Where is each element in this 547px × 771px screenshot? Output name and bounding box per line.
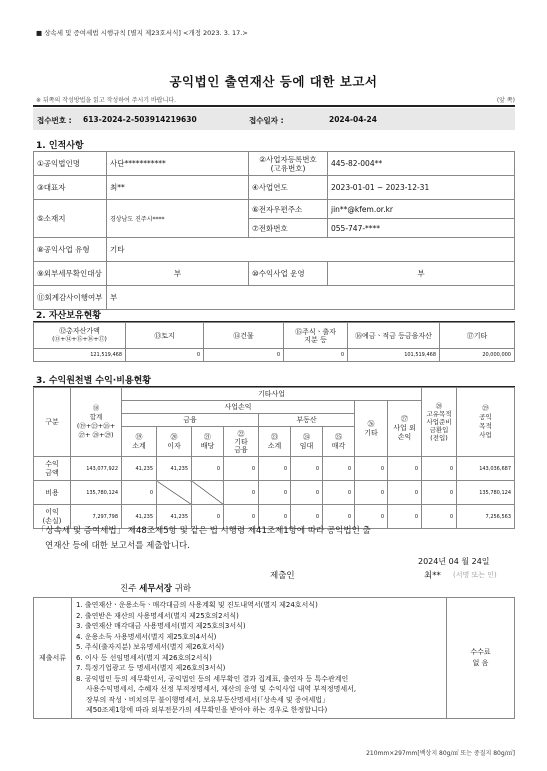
col-interest-l1: ⑳ xyxy=(170,432,178,441)
col-total-l4: ㉗+ ㉘+㉙) xyxy=(78,431,114,439)
group-real-estate: 부동산 xyxy=(259,414,355,427)
section2-heading: 2. 자산보유현황 xyxy=(36,311,101,321)
addr-label: ⑤소재지 xyxy=(34,200,107,238)
page-title: 공익법인 출연재산 등에 대한 보고서 xyxy=(169,74,378,89)
col-stock-l2: 지분 등 xyxy=(304,335,327,344)
col-reserve-l5: (전입) xyxy=(430,434,448,442)
cost-cell-na xyxy=(157,481,192,505)
row-income-label xyxy=(34,457,71,481)
row-profit-l1: 이익 xyxy=(45,507,59,516)
col-other xyxy=(355,401,388,457)
profit-biz-label: ⑩수익사업 운영 xyxy=(249,262,328,286)
submitter-name: 최** xyxy=(424,571,441,581)
phone-value: 055-747-**** xyxy=(328,219,515,238)
attachment-item: 8. 공익법인 등의 세무확인서, 공익법인 등의 세무확인 결과 집계표, 출연자 등 특수관계인 xyxy=(76,674,349,683)
col-reserve xyxy=(422,388,457,457)
profit-cell: 41,235 xyxy=(157,505,192,529)
corp-name: 사단*********** xyxy=(107,152,249,176)
profit-cell: 0 xyxy=(192,505,224,529)
col-public xyxy=(457,388,515,457)
type-label: ⑧공익사업 유형 xyxy=(34,238,107,262)
income-cell: 0 xyxy=(259,457,291,481)
receipt-date: 2024-04-24 xyxy=(329,115,377,124)
asset-land: 0 xyxy=(126,349,204,362)
col-total-l2: 합계 xyxy=(89,413,103,421)
row-profit-l2: (손실) xyxy=(42,516,62,525)
income-cell: 0 xyxy=(291,457,323,481)
asset-other: 20,000,000 xyxy=(440,349,515,362)
col-nonop-l1: ㉗ xyxy=(401,415,408,423)
tax-office-suffix: 귀하 xyxy=(174,584,192,594)
audit-value: 부 xyxy=(107,286,515,310)
col-fin-other xyxy=(224,427,259,457)
income-cost-table xyxy=(33,387,515,529)
col-nonop-l2: 사업 외 xyxy=(393,424,416,432)
type-value: 기타 xyxy=(107,238,515,262)
profit-cell: 0 xyxy=(291,505,323,529)
col-reserve-l3: 사업준비 xyxy=(426,418,452,426)
cost-cell: 0 xyxy=(291,481,323,505)
col-fin-other-l2: 기타 xyxy=(234,437,248,446)
col-stock xyxy=(284,323,348,349)
corp-name-label: ①공익법인명 xyxy=(34,152,107,176)
col-building: ⑭건물 xyxy=(204,323,284,349)
audit-label: ⑪회계감사이행여부 xyxy=(34,286,107,310)
income-cell: 41,235 xyxy=(122,457,157,481)
income-cell: 143,036,687 xyxy=(457,457,515,481)
income-cell: 0 xyxy=(388,457,422,481)
col-land: ⑬토지 xyxy=(126,323,204,349)
cost-cell: 0 xyxy=(388,481,422,505)
receipt-bar xyxy=(33,108,515,130)
rep-value: 최** xyxy=(107,176,249,200)
row-income-l1: 수익 xyxy=(45,459,59,468)
tax-office-name: 세무서장 xyxy=(139,584,172,594)
year-label: ④사업연도 xyxy=(249,176,328,200)
cost-cell: 0 xyxy=(355,481,388,505)
attachment-item: 장부의 작성ㆍ비치의무 불이행명세서, 보유부동산명세서(「상속세 및 증여세법」 xyxy=(86,695,329,704)
section1-heading: 1. 인적사항 xyxy=(36,141,84,151)
col-fin-sum xyxy=(122,427,157,457)
personal-info-table xyxy=(33,151,515,310)
col-nonop-l3: 손익 xyxy=(397,433,412,441)
attachment-item: 사용수익명세서, 수혜자 선정 부적정명세서, 재산의 운영 및 수익사업 내역 부적정명세서, xyxy=(86,685,357,693)
col-total-assets-l1: ⑫총자산가액 xyxy=(59,327,100,335)
attachment-item: 5. 주식(출자지분) 보유명세서(별지 제26호서식) xyxy=(76,643,225,651)
bizno-label xyxy=(249,152,328,176)
col-interest-l2: 이자 xyxy=(167,441,181,450)
attachments-label: 제출서류 xyxy=(34,598,72,719)
col-total-l1: ⑱ xyxy=(92,404,100,412)
group-other-biz: 기타사업 xyxy=(122,388,422,401)
cost-cell: 0 xyxy=(122,481,157,505)
cost-cell: 0 xyxy=(224,481,259,505)
col-reserve-l2: 고유목적 xyxy=(426,410,452,418)
year-value: 2023-01-01 ~ 2023-12-31 xyxy=(328,176,515,200)
col-total-assets xyxy=(34,323,126,349)
attachment-item: 1. 출연재산ㆍ운용소득ㆍ매각대금의 사용계획 및 진도내역서(별지 제24호서식) xyxy=(76,601,318,609)
col-dividend-l1: ㉑ xyxy=(204,432,211,441)
col-dividend-l2: 배당 xyxy=(200,441,215,450)
col-public-l1: ㉙ xyxy=(482,404,489,412)
attachment-item: 4. 운용소득 사용명세서(별지 제25호의4서식) xyxy=(76,632,217,641)
col-type: 구분 xyxy=(34,388,71,457)
col-rent xyxy=(291,427,323,457)
group-financial: 금융 xyxy=(122,414,259,427)
profit-cell: 0 xyxy=(422,505,457,529)
cost-cell: 0 xyxy=(422,481,457,505)
rep-label: ③대표자 xyxy=(34,176,107,200)
profit-cell: 0 xyxy=(355,505,388,529)
email-value: jin**@kfem.or.kr xyxy=(328,200,515,219)
asset-total: 121,519,468 xyxy=(34,349,126,362)
sign-date: 2024년 04 월 24일 xyxy=(418,557,490,566)
row-income-l2: 금액 xyxy=(45,468,59,477)
asset-building: 0 xyxy=(204,349,284,362)
row-income xyxy=(34,457,515,481)
receipt-number-label: 접수번호 : xyxy=(37,116,72,125)
profit-cell: 0 xyxy=(224,505,259,529)
bizno-label-line2: (고유번호) xyxy=(270,163,306,173)
tax-office-prefix: 진주 xyxy=(120,584,137,594)
tax-office xyxy=(120,582,191,594)
col-sale-l1: ㉕ xyxy=(335,432,342,441)
col-fin-other-l1: ㉒ xyxy=(237,429,245,438)
income-cell: 41,235 xyxy=(157,457,192,481)
income-cell: 0 xyxy=(192,457,224,481)
cost-cell: 135,780,124 xyxy=(457,481,515,505)
col-other-l1: ㉖ xyxy=(367,419,375,428)
bizno-label-line1: ②사업자등록번호 xyxy=(259,154,317,164)
col-public-l3: 목적 xyxy=(479,422,492,430)
declaration-line1: 「상속세 및 증여세법」 제48조제5항 및 같은 법 시행령 제41조제1항에 따라 공익법인 출 xyxy=(37,526,371,536)
attachment-item: 3. 출연재산 매각대금 사용명세서(별지 제25호의3서식) xyxy=(76,622,246,630)
paper-size-note: 210mm×297mm[백상지 80g/㎡ 또는 중질지 80g/㎡] xyxy=(366,750,515,757)
col-public-l2: 공익 xyxy=(479,413,492,421)
attachments-list xyxy=(72,598,447,719)
col-nonop xyxy=(388,401,422,457)
declaration-text xyxy=(37,524,507,554)
col-reserve-l1: ㉘ xyxy=(435,402,443,410)
col-real-sum-l1: ㉓ xyxy=(271,432,278,441)
col-public-l4: 사업 xyxy=(479,431,492,439)
col-dividend xyxy=(192,427,224,457)
row-cost-label: 비용 xyxy=(34,481,71,505)
cost-cell: 135,780,124 xyxy=(71,481,122,505)
col-sale-l2: 매각 xyxy=(331,441,346,450)
asset-deposit: 101,519,468 xyxy=(348,349,440,362)
profit-cell: 0 xyxy=(259,505,291,529)
attachment-item: 제50조제1항에 따라 외부전문가의 세무확인을 받아야 하는 경우로 한정합니다) xyxy=(86,706,328,714)
instructions-note: ※ 뒤쪽의 작성방법을 읽고 작성하여 주시기 바랍니다. xyxy=(36,97,177,104)
page-side-note: (앞 쪽) xyxy=(496,97,515,104)
col-stock-l1: ⑮주식ㆍ출자 xyxy=(295,327,336,336)
income-cell: 0 xyxy=(224,457,259,481)
profit-cell: 0 xyxy=(388,505,422,529)
income-cell: 143,077,922 xyxy=(71,457,122,481)
col-real-sum-l2: 소계 xyxy=(267,441,282,450)
attachments-table xyxy=(33,597,515,719)
col-fin-other-l3: 금융 xyxy=(234,445,248,454)
cost-cell: 0 xyxy=(259,481,291,505)
col-other-assets: ⑰기타 xyxy=(440,323,515,349)
attachment-item: 2. 출연받은 재산의 사용명세서(별지 제25호의2서식) xyxy=(76,611,239,620)
profit-cell: 41,235 xyxy=(122,505,157,529)
attachment-item: 7. 특정기업광고 등 명세서(별지 제26호의3서식) xyxy=(76,664,226,672)
col-interest xyxy=(157,427,192,457)
assets-table xyxy=(33,322,515,362)
profit-biz-value: 부 xyxy=(328,262,515,286)
bizno-value: 445-82-004** xyxy=(328,152,515,176)
addr-value: 경상남도 진주시**** xyxy=(107,200,249,238)
email-label: ⑥전자우편주소 xyxy=(249,200,328,219)
declaration-line2: 연재산 등에 대한 보고서를 제출합니다. xyxy=(45,541,190,551)
col-fin-sum-l1: ⑲ xyxy=(135,432,143,441)
form-header-note: ■ 상속세 및 증여세법 시행규칙 [별지 제23호서식] <개정 2023. 3. 17.> xyxy=(36,29,248,37)
cost-cell: 0 xyxy=(323,481,355,505)
income-cell: 0 xyxy=(422,457,457,481)
col-rent-l2: 임대 xyxy=(299,441,314,450)
col-rent-l1: ㉔ xyxy=(303,432,310,441)
col-total-assets-l2: (⑬+⑭+⑮+⑯+⑰) xyxy=(52,336,107,343)
signature-hint: (서명 또는 인) xyxy=(453,571,497,579)
income-cell: 0 xyxy=(323,457,355,481)
row-cost xyxy=(34,481,515,505)
asset-stock: 0 xyxy=(284,349,348,362)
submitter-label: 제출인 xyxy=(270,571,295,581)
fee-cell xyxy=(447,598,515,719)
group-business-pl: 사업손익 xyxy=(122,401,355,414)
col-total-l3: (⑲+㉓+㉖+ xyxy=(76,422,116,430)
col-sale xyxy=(323,427,355,457)
section3-heading: 3. 수익원천별 수익·비용현황 xyxy=(36,376,152,386)
receipt-number: 613-2024-2-503914219630 xyxy=(83,115,197,124)
fee-value: 없 음 xyxy=(472,658,489,667)
profit-cell: 7,256,563 xyxy=(457,505,515,529)
attachment-item: 6. 이사 등 선임명세서(별지 제26호의2서식) xyxy=(76,653,212,662)
receipt-date-label: 접수일자 : xyxy=(249,116,284,125)
fee-label: 수수료 xyxy=(470,647,491,656)
col-deposit: ⑯예금ㆍ적금 등금융자산 xyxy=(348,323,440,349)
foreign-value: 부 xyxy=(107,262,249,286)
income-cell: 0 xyxy=(355,457,388,481)
col-total xyxy=(71,388,122,457)
col-fin-sum-l2: 소계 xyxy=(132,441,146,450)
profit-cell: 0 xyxy=(323,505,355,529)
col-real-sum xyxy=(259,427,291,457)
col-reserve-l4: 금환입 xyxy=(429,426,449,434)
cost-cell-na xyxy=(192,481,224,505)
col-other-l2: 기타 xyxy=(364,428,378,437)
profit-cell: 7,297,798 xyxy=(71,505,122,529)
foreign-label: ⑨외부세무확인대상 xyxy=(34,262,107,286)
phone-label: ⑦전화번호 xyxy=(249,219,328,238)
top-divider xyxy=(33,105,515,107)
